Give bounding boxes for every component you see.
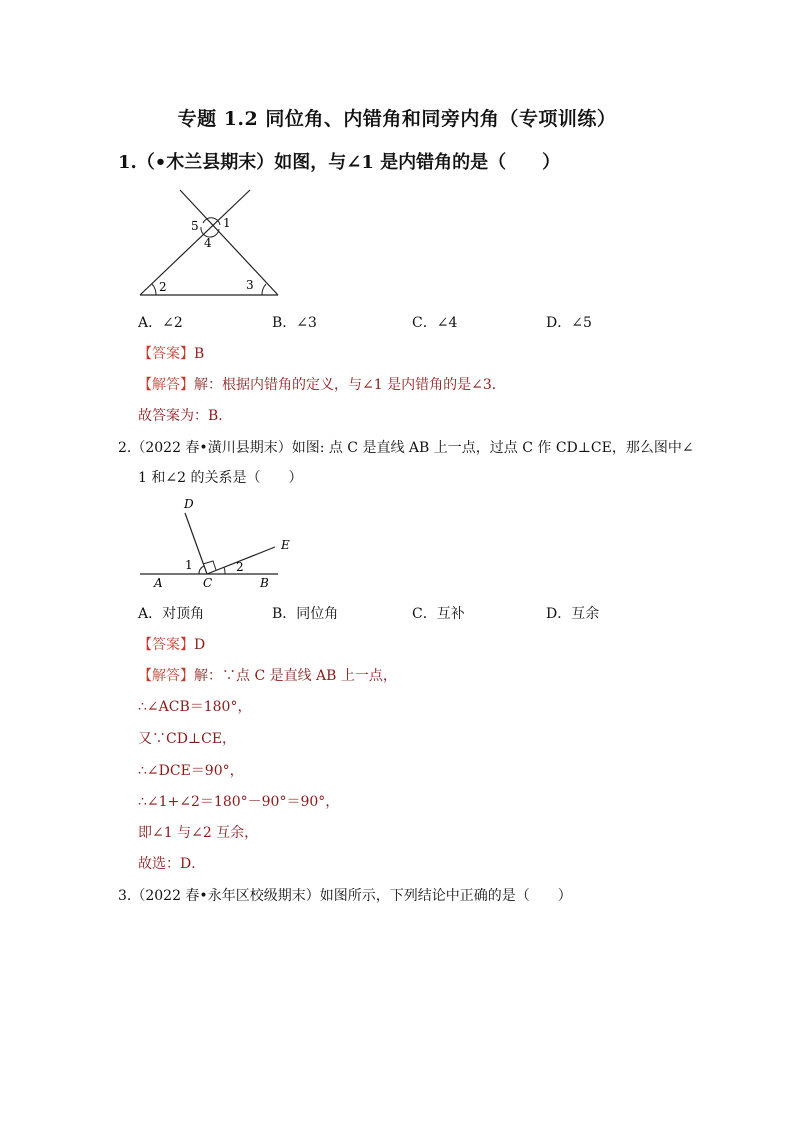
q2-label-b: B bbox=[260, 576, 269, 590]
question-2-stem-line2: 1 和∠2 的关系是（ ） bbox=[138, 470, 303, 486]
q1-option-a: A．∠2 bbox=[138, 315, 183, 331]
question-3-stem: 3.（2022 春•永年区校级期末）如图所示，下列结论中正确的是（ ） bbox=[118, 888, 572, 904]
q2-label-1: 1 bbox=[185, 558, 193, 572]
q1-solution bbox=[138, 374, 506, 394]
q2-option-b: B．同位角 bbox=[272, 606, 339, 622]
q2-label-c: C bbox=[203, 576, 213, 590]
q1-solution-text: 解：根据内错角的定义，与∠1 是内错角的是∠3． bbox=[194, 377, 506, 393]
q2-solution-step-3: ∴∠DCE＝90°， bbox=[138, 763, 244, 779]
q2-solution-step-2: 又∵CD⊥CE， bbox=[138, 731, 237, 747]
q1-option-c: C．∠4 bbox=[412, 315, 458, 331]
q2-option-d: D．互余 bbox=[546, 606, 600, 622]
q2-solution bbox=[138, 665, 397, 685]
q2-solution-line1: 解：∵点 C 是直线 AB 上一点， bbox=[194, 668, 397, 684]
q2-solution-tag: 【解答】 bbox=[138, 668, 194, 684]
q1-label-3: 3 bbox=[246, 278, 254, 292]
question-1-stem: 1.（•木兰县期末）如图，与∠1 是内错角的是（ ） bbox=[118, 152, 561, 173]
q1-arc-2 bbox=[152, 284, 156, 295]
question-2-stem-line1: 2.（2022 春•潢川县期末）如图: 点 C 是直线 AB 上一点，过点 C 作 CD⊥CE，那么图中∠ bbox=[118, 440, 694, 456]
q2-solution-step-4: ∴∠1+∠2＝180°－90°＝90°， bbox=[138, 794, 340, 810]
q2-label-e: E bbox=[281, 538, 290, 552]
q1-arc-3 bbox=[262, 284, 266, 295]
q2-arc-1 bbox=[199, 566, 204, 574]
q2-option-a: A．对顶角 bbox=[138, 606, 205, 622]
question-1-figure bbox=[130, 185, 300, 300]
q2-label-d: D bbox=[184, 497, 194, 511]
q1-answer bbox=[138, 343, 204, 363]
q1-option-b: B．∠3 bbox=[272, 315, 317, 331]
q2-label-a: A bbox=[154, 576, 163, 590]
q2-solution-step-6: 故选：D． bbox=[138, 856, 206, 872]
question-2-figure bbox=[140, 495, 300, 590]
q1-option-d: D．∠5 bbox=[546, 315, 592, 331]
q2-arc-2 bbox=[224, 567, 225, 574]
q1-solution-tag: 【解答】 bbox=[138, 377, 194, 393]
q1-answer-value: B bbox=[194, 346, 205, 362]
q1-label-5: 5 bbox=[191, 219, 199, 233]
q2-option-c: C．互补 bbox=[412, 606, 465, 622]
q2-solution-step-1: ∴∠ACB＝180°， bbox=[138, 699, 252, 715]
page-title: 专题 1.2 同位角、内错角和同旁内角（专项训练） bbox=[177, 108, 617, 130]
q1-label-1: 1 bbox=[223, 216, 231, 230]
q1-label-2: 2 bbox=[159, 280, 167, 294]
q1-conclusion: 故答案为：B． bbox=[138, 408, 233, 424]
q2-answer-tag: 【答案】 bbox=[138, 637, 194, 653]
q2-solution-step-5: 即∠1 与∠2 互余， bbox=[138, 825, 259, 841]
q1-answer-tag: 【答案】 bbox=[138, 346, 194, 362]
q2-answer-value: D bbox=[194, 637, 206, 653]
q2-answer bbox=[138, 634, 205, 654]
q2-label-2: 2 bbox=[236, 560, 244, 574]
q1-label-4: 4 bbox=[204, 236, 212, 250]
